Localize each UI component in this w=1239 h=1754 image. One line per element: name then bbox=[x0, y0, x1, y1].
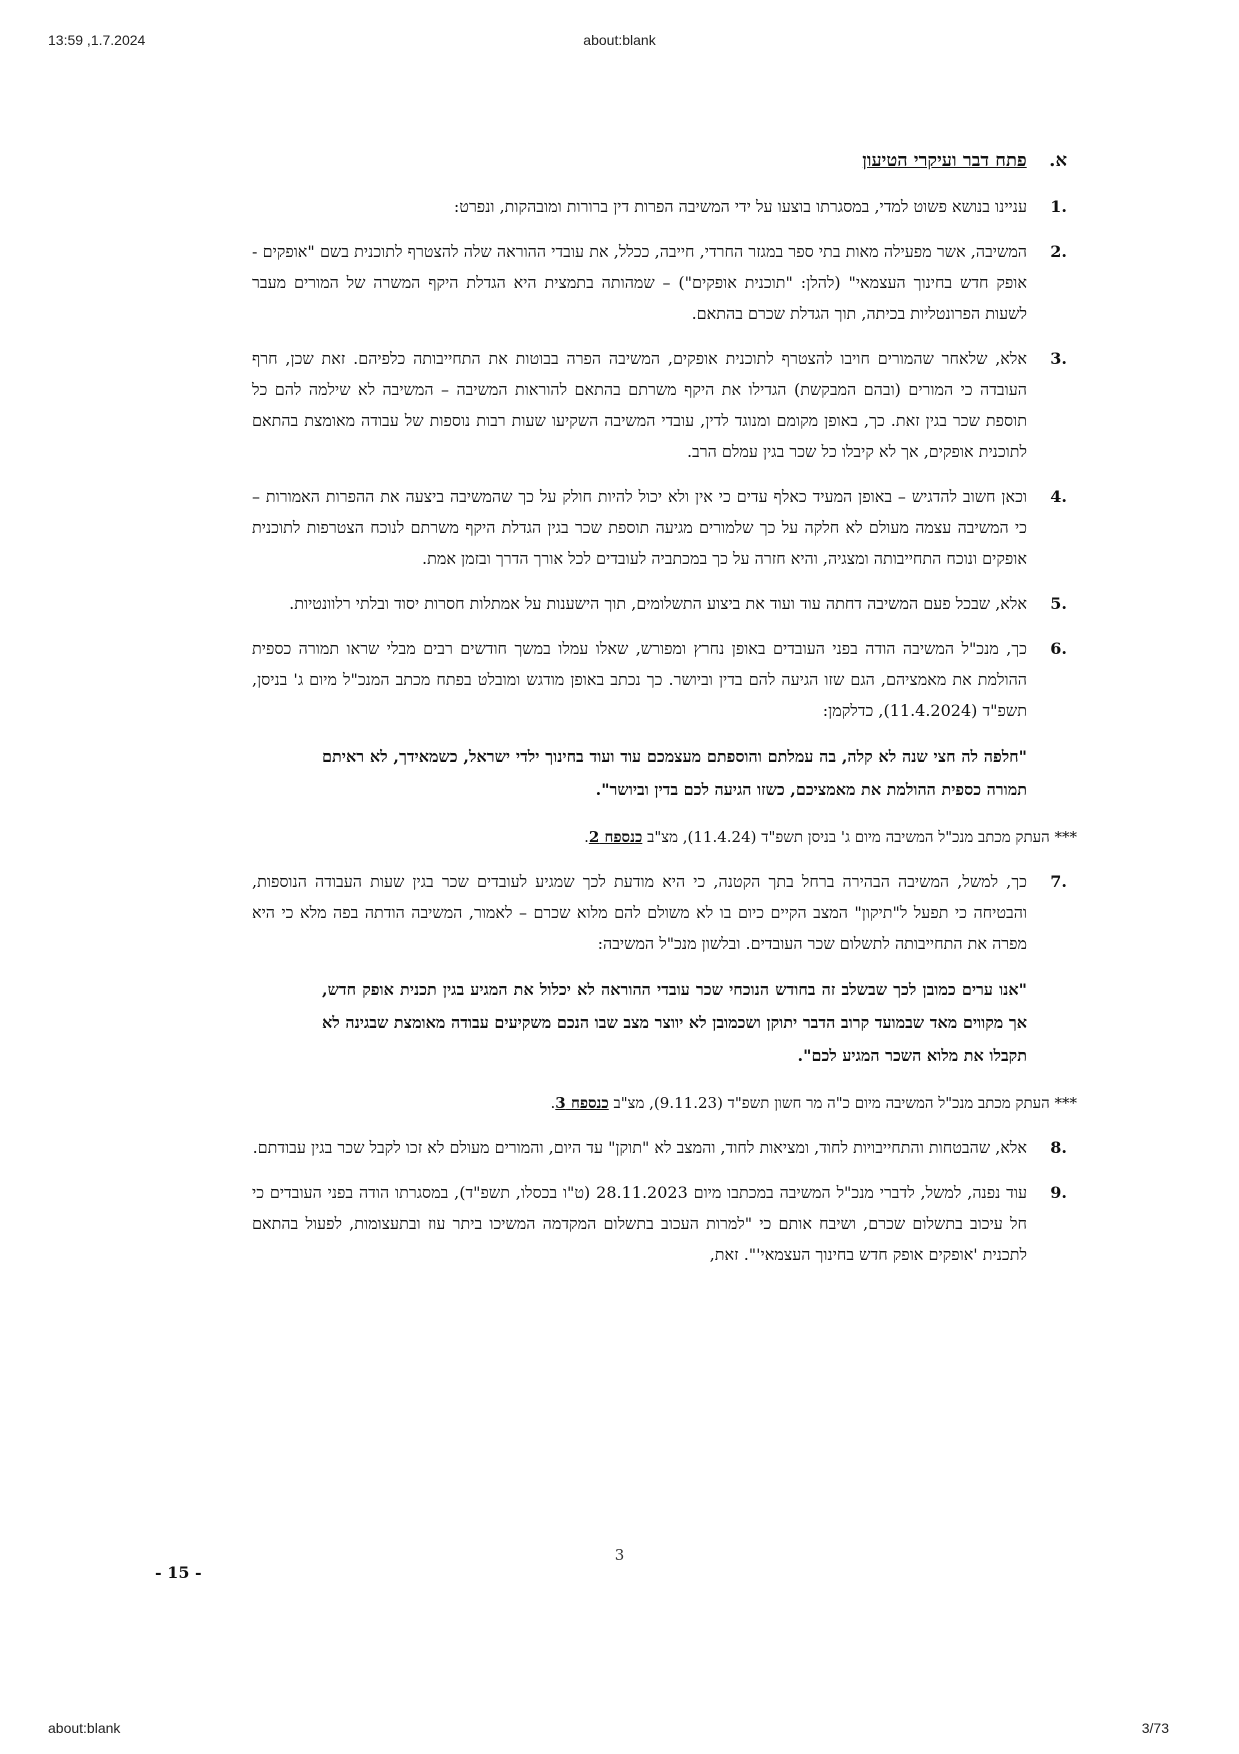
paragraph-text: אלא, שלאחר שהמורים חויבו להצטרף לתוכנית אופקים, המשיבה הפרה בבוטות את התחייבותה כלפיהם. זאת שכן, חרף העובדה כי המורים (ובהם המבקשת) הגדילו את היקף משרתם בהתאם להוראות המשיבה – המשיבה לא שילמה להם כל תוספת שכר בגין זאת. כך, באופן מקומם ומנוגד לדין, עובדי המשיבה השקיעו שעות רבות נוספות של עבודה מאומצת בהתאם לתוכנית אופקים, אך לא קיבלו כל שכר בגין עמלם הרב. bbox=[252, 349, 1027, 461]
paragraph-text: עניינו בנושא פשוט למדי, במסגרתו בוצעו על ידי המשיבה הפרות דין ברורות ומובהקות, ונפרט: bbox=[453, 197, 1027, 216]
paragraph-text: אלא, שבכל פעם המשיבה דחתה עוד ועוד את ביצוע התשלומים, תוך הישענות על אמתלות חסרות יסוד ובלתי רלוונטיות. bbox=[289, 594, 1027, 613]
paragraph-text: כך, מנכ"ל המשיבה הודה בפני העובדים באופן נחרץ ומפורש, שאלו עמלו במשך חודשים רבים מבלי שראו תמורה כספית ההולמת את מאמציהם, הגם שזו הגיעה להם בדין וביושר. כך נכתב באופן מודגש ומובלט בפתח מכתב המנכ"ל מיום ג' בניסן, תשפ"ד (11.4.2024), כדלקמן: bbox=[252, 639, 1028, 720]
block-quote-1: "חלפה לה חצי שנה לא קלה, בה עמלתם והוספתם מעצמכם עוד ועוד בחינוך ילדי ישראל, כשמאידך, לא ראיתם תמורה כספית ההולמת את מאמציכם, כשזו הגיעה לכם בדין וביושר". bbox=[322, 747, 1027, 799]
paragraph-number: 4. bbox=[1050, 487, 1067, 506]
paragraph-number: 1. bbox=[1050, 197, 1067, 216]
paragraph-number: 7. bbox=[1050, 872, 1067, 891]
footer-url: about:blank bbox=[48, 1720, 121, 1736]
paragraph-6 bbox=[252, 633, 1067, 726]
paragraph-number: 9. bbox=[1050, 1183, 1067, 1202]
page-counter: 3/73 bbox=[1141, 1720, 1169, 1736]
paragraph-number: 8. bbox=[1050, 1138, 1067, 1157]
document-body bbox=[252, 150, 1077, 1284]
page-number: 3 bbox=[614, 1546, 625, 1564]
paragraph-2 bbox=[252, 236, 1067, 329]
paragraph-text: וכאן חשוב להדגיש – באופן המעיד כאלף עדים כי אין ולא יכול להיות חולק על כך שהמשיבה ביצעה את ההפרות האמורות – כי המשיבה עצמה מעולם לא חלקה על כך שלמורים מגיעה תוספת שכר בגין הגדלת היקף משרתם לנוכח הצטרפות לתוכנית אופקים ונוכח התחייבותה ומצגיה, והיא חזרה על כך במכתביה לעובדים לכל אורך הדרך ובזמן אמת. bbox=[252, 487, 1027, 568]
paragraph-text: המשיבה, אשר מפעילה מאות בתי ספר במגזר החרדי, חייבה, ככלל, את עובדי ההוראה שלה להצטרף לתוכנית בשם "אופקים - אופק חדש בחינוך העצמאי" (להלן: "תוכנית אופקים") – שמהותה בתמצית היא הגדלת היקף המשרה של המורים מעבר לשעות הפרונטליות בכיתה, תוך הגדלת שכרם בהתאם. bbox=[252, 242, 1028, 323]
section-title: פתח דבר ועיקרי הטיעון bbox=[862, 150, 1027, 171]
paragraph-number: 3. bbox=[1050, 349, 1067, 368]
section-label: א. bbox=[1049, 150, 1067, 171]
paragraph-8 bbox=[252, 1132, 1067, 1163]
paragraph-1 bbox=[252, 191, 1067, 222]
attachment-text: העתק מכתב מנכ"ל המשיבה מיום כ"ה מר חשון תשפ"ד (9.11.23), מצ"ב bbox=[613, 1094, 1050, 1112]
attachment-text: העתק מכתב מנכ"ל המשיבה מיום ג' בניסן תשפ"ד (11.4.24), מצ"ב bbox=[647, 828, 1050, 846]
paragraph-3 bbox=[252, 343, 1067, 467]
paragraph-number: 6. bbox=[1050, 639, 1067, 658]
paragraph-9 bbox=[252, 1177, 1067, 1270]
paragraph-number: 2. bbox=[1050, 242, 1067, 261]
attachment-note-2: *** העתק מכתב מנכ"ל המשיבה מיום כ"ה מר חשון תשפ"ד (9.11.23), מצ"ב כנספח 3. bbox=[550, 1094, 1077, 1112]
attachment-mark: *** bbox=[1054, 828, 1077, 846]
paragraph-text: אלא, שהבטחות והתחייבויות לחוד, ומציאות לחוד, והמצב לא "תוקן" עד היום, והמורים מעולם לא זכו לקבל שכר בגין עבודתם. bbox=[252, 1138, 1027, 1157]
attachment-note-1: *** העתק מכתב מנכ"ל המשיבה מיום ג' בניסן תשפ"ד (11.4.24), מצ"ב כנספח 2. bbox=[584, 828, 1077, 846]
block-quote-2: "אנו ערים כמובן לכך שבשלב זה בחודש הנוכחי שכר עובדי ההוראה לא יכלול את המגיע בגין תכנית אופק חדש, אך מקווים מאד שבמועד קרוב הדבר יתוקן ושכמובן לא יווצר מצב שבו הנכם משקיעים עבודה מאומצת שבגינה לא תקבלו את מלוא השכר המגיע לכם". bbox=[322, 980, 1027, 1065]
section-heading bbox=[252, 150, 1067, 171]
attachment-label: כנספח 2 bbox=[588, 828, 643, 846]
side-page-number: - 15 - bbox=[155, 1563, 202, 1582]
paragraph-text: עוד נפנה, למשל, לדברי מנכ"ל המשיבה במכתבו מיום 28.11.2023 (ט"ו בכסלו, תשפ"ד), במסגרתו הודה בפני העובדים כי חל עיכוב בתשלום שכרם, ושיבח אותם כי "למרות העכוב בתשלום המקדמה המשיכו ביתר עוז ובתעצומות, לפעול בהתאם לתכנית 'אופקים אופק חדש בחינוך העצמאי'". זאת, bbox=[252, 1183, 1027, 1264]
paragraph-number: 5. bbox=[1050, 594, 1067, 613]
browser-datetime: 13:59 ,1.7.2024 bbox=[48, 32, 146, 48]
paragraph-text: כך, למשל, המשיבה הבהירה ברחל בתך הקטנה, כי היא מודעת לכך שמגיע לעובדים שכר בגין שעות העבודה הנוספות, והבטיחה כי תפעל ל"תיקון" המצב הקיים כיום בו לא משולם להם מלוא שכרם – לאמור, המשיבה הודתה בפה מלא כי היא מפרה את התחייבותה לתשלום שכר העובדים. ובלשון מנכ"ל המשיבה: bbox=[252, 872, 1027, 953]
attachment-label: כנספח 3 bbox=[555, 1094, 609, 1112]
attachment-mark: *** bbox=[1054, 1094, 1077, 1112]
paragraph-5 bbox=[252, 588, 1067, 619]
paragraph-7 bbox=[252, 866, 1067, 959]
paragraph-4 bbox=[252, 481, 1067, 574]
browser-url: about:blank bbox=[583, 32, 656, 48]
